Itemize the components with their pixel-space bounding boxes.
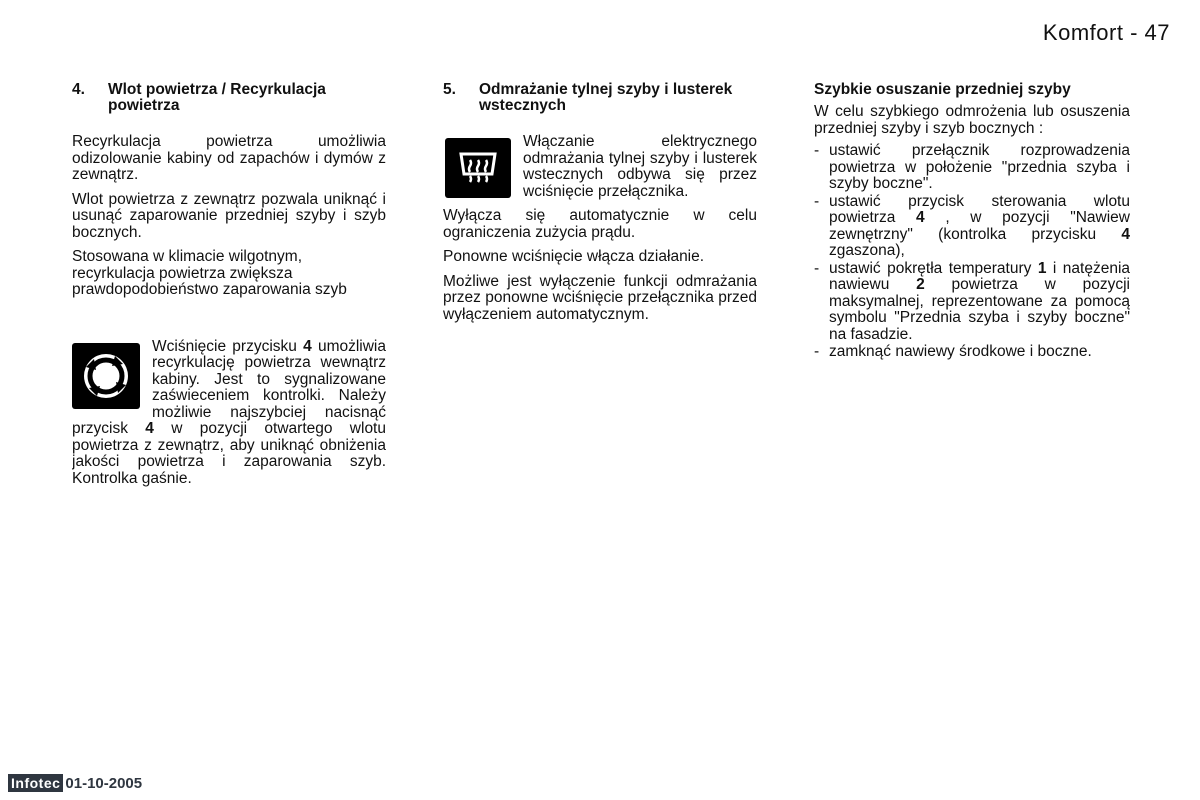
column-fast-demist <box>814 82 1130 362</box>
infotec-logo: Infotec <box>8 774 63 792</box>
column-rear-defrost <box>443 82 757 331</box>
section-number: 4. <box>72 81 85 98</box>
paragraph: Stosowana w klimacie wilgotnym, recyrkulacja powietrza zwiększa prawdopodobieństwo zaparowania szyb <box>72 248 347 298</box>
recirculation-icon <box>72 343 140 409</box>
section-title: Odmrażanie tylnej szyby i lusterek wstecznych <box>479 81 733 114</box>
section-heading-4 <box>72 82 386 114</box>
section-title: Wlot powietrza / Recyrkulacja powietrza <box>108 81 326 114</box>
paragraph: Recyrkulacja powietrza umożliwia odizolowanie kabiny od zapachów i dymów z zewnątrz. <box>72 133 386 183</box>
list-item: - ustawić przycisk sterowania wlotu powietrza 4 , w pozycji "Nawiew zewnętrzny" (kontrolka przycisku 4 zgaszona), <box>814 192 1130 259</box>
section-heading-demist <box>814 82 1130 98</box>
list-item: - zamknąć nawiewy środkowe i boczne. <box>814 343 1092 360</box>
paragraph: Wlot powietrza z zewnątrz pozwala uniknąć i usunąć zaparowanie przedniej szyby i szyb bocznych. <box>72 190 386 241</box>
section-title: Komfort <box>1042 20 1124 45</box>
paragraph: Wyłącza się automatycznie w celu ograniczenia zużycia prądu. <box>443 207 757 241</box>
instruction-list <box>814 143 1130 361</box>
paragraph: Wciśnięcie przycisku 4 umożliwia recyrkulację powietrza wewnątrz kabiny. Jest to sygnalizowane zaświeceniem kontrolki. Należy możliwie najszybciej nacisnąć przycisk 4 w pozycji otwartego wlotu powietrza z zewnątrz, aby uniknąć obniżenia jakości powietrza i zaparowania szyb. Kontrolka gaśnie. <box>72 338 386 487</box>
list-item: - ustawić pokrętła temperatury 1 i natężenia nawiewu 2 powietrza w pozycji maksymalnej, reprezentowane za pomocą symbolu "Przednia szyba i szyby boczne" na fasadzie. <box>814 259 1131 343</box>
paragraph: Włączanie elektrycznego odmrażania tylnej szyby i lusterek wstecznych odbywa się przez wciśnięcie przełącznika. <box>523 134 757 200</box>
header-separator: - <box>1130 20 1138 45</box>
column-air-intake <box>72 82 386 495</box>
section-heading-5 <box>443 82 757 114</box>
defrost-block <box>443 134 757 208</box>
section-number: 5. <box>443 81 456 98</box>
recirculation-block <box>72 339 386 496</box>
paragraph: Ponowne wciśnięcie włącza działanie. <box>443 248 705 265</box>
list-item: - ustawić przełącznik rozprowadzenia powietrza w położenie "przednia szyba i szyby boczne". <box>814 142 1130 192</box>
paragraph: W celu szybkiego odmrożenia lub osuszenia przedniej szyby i szyb bocznych : <box>814 103 1130 137</box>
page-number: 47 <box>1144 20 1170 45</box>
paragraph: Możliwe jest wyłączenie funkcji odmrażania przez ponowne wciśnięcie przełącznika przed wyłączeniem automatycznym. <box>443 272 757 323</box>
rear-defrost-icon <box>445 138 511 198</box>
section-title: Szybkie osuszanie przedniej szyby <box>814 81 1071 98</box>
page-footer <box>8 774 142 792</box>
print-date: 01-10-2005 <box>65 774 143 792</box>
page-header <box>1043 20 1170 46</box>
